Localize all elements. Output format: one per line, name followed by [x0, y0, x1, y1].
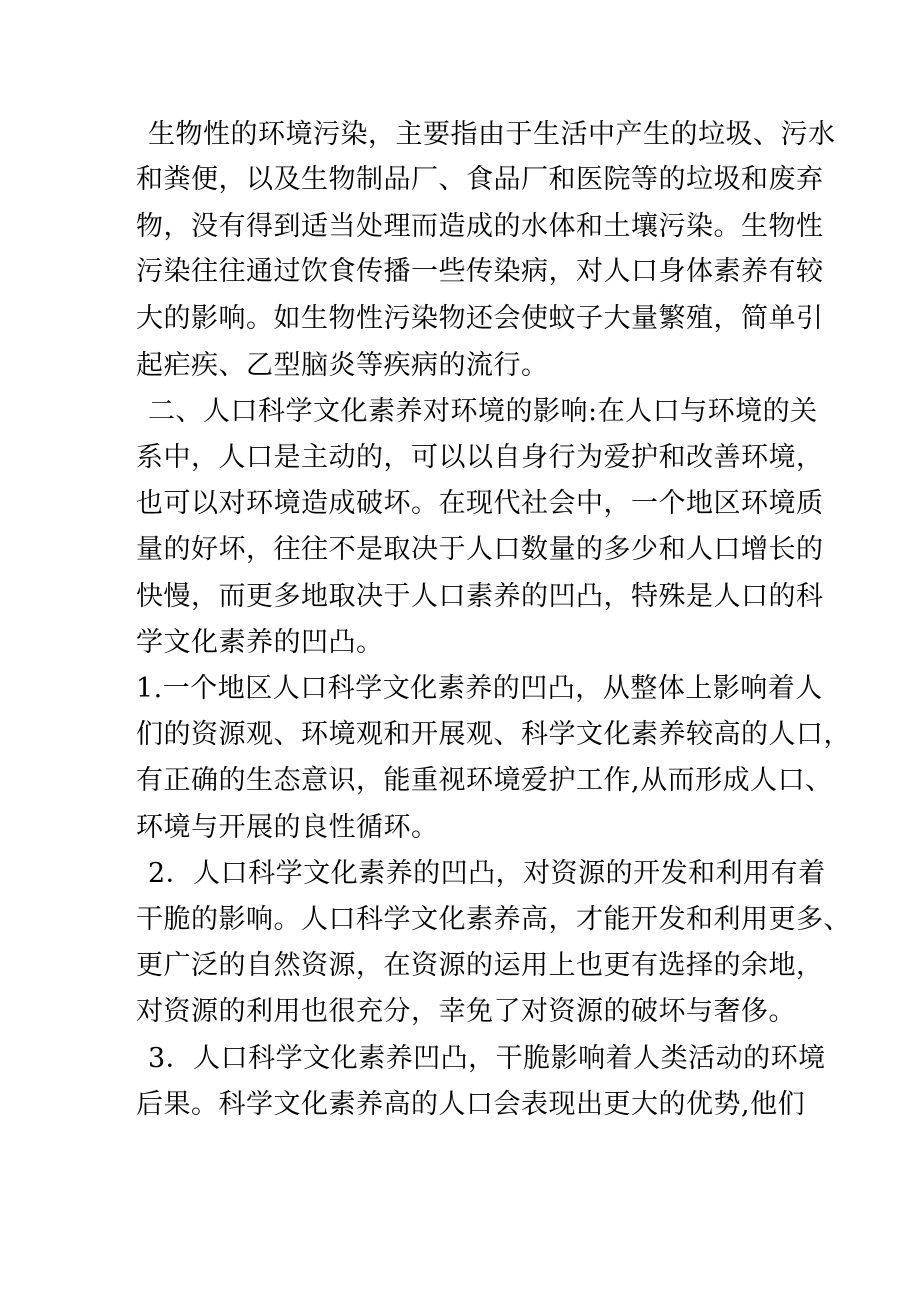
list-item-line: 2．人口科学文化素养的凹凸，对资源的开发和利用有着 — [148, 858, 826, 889]
text-line: 系中，人口是主动的，可以以自身行为爱护和改善环境， — [136, 442, 824, 473]
text-line: 后果。科学文化素养高的人口会表现出更大的优势,他们 — [136, 1089, 806, 1120]
text-line: 学文化素养的凹凸。 — [136, 627, 384, 658]
list-item-line: 1.一个地区人口科学文化素养的凹凸，从整体上影响着人 — [136, 673, 823, 704]
list-item-line: 3．人口科学文化素养凹凸，干脆影响着人类活动的环境 — [148, 1043, 826, 1074]
text-line: 环境与开展的良性循环。 — [136, 812, 439, 843]
text-line: 和粪便，以及生物制品厂、食品厂和医院等的垃圾和废弃 — [136, 164, 824, 195]
text-line: 污染往往通过饮食传播一些传染病，对人口身体素养有较 — [136, 256, 824, 287]
text-line: 大的影响。如生物性污染物还会使蚊子大量繁殖，简单引 — [136, 303, 824, 334]
text-line: 物，没有得到适当处理而造成的水体和土壤污染。生物性 — [136, 211, 824, 242]
text-line: 对资源的利用也很充分，幸免了对资源的破坏与奢侈。 — [136, 996, 796, 1027]
text-line: 干脆的影响。人口科学文化素养高，才能开发和利用更多、 — [136, 904, 851, 935]
section-heading-line: 二、人口科学文化素养对环境的影响:在人口与环境的关 — [148, 396, 818, 427]
text-line: 们的资源观、环境观和开展观、科学文化素养较高的人口， — [136, 719, 851, 750]
text-line: 更广泛的自然资源，在资源的运用上也更有选择的余地， — [136, 950, 824, 981]
text-line: 有正确的生态意识，能重视环境爱护工作,从而形成人口、 — [136, 765, 833, 796]
text-line: 快慢，而更多地取决于人口素养的凹凸，特殊是人口的科 — [136, 581, 824, 612]
text-line: 量的好坏，往往不是取决于人口数量的多少和人口增长的 — [136, 534, 824, 565]
text-line: 也可以对环境造成破坏。在现代社会中，一个地区环境质 — [136, 488, 824, 519]
text-line: 起疟疾、乙型脑炎等疾病的流行。 — [136, 350, 549, 381]
text-line: 生物性的环境污染，主要指由于生活中产生的垃圾、污水 — [148, 119, 836, 150]
